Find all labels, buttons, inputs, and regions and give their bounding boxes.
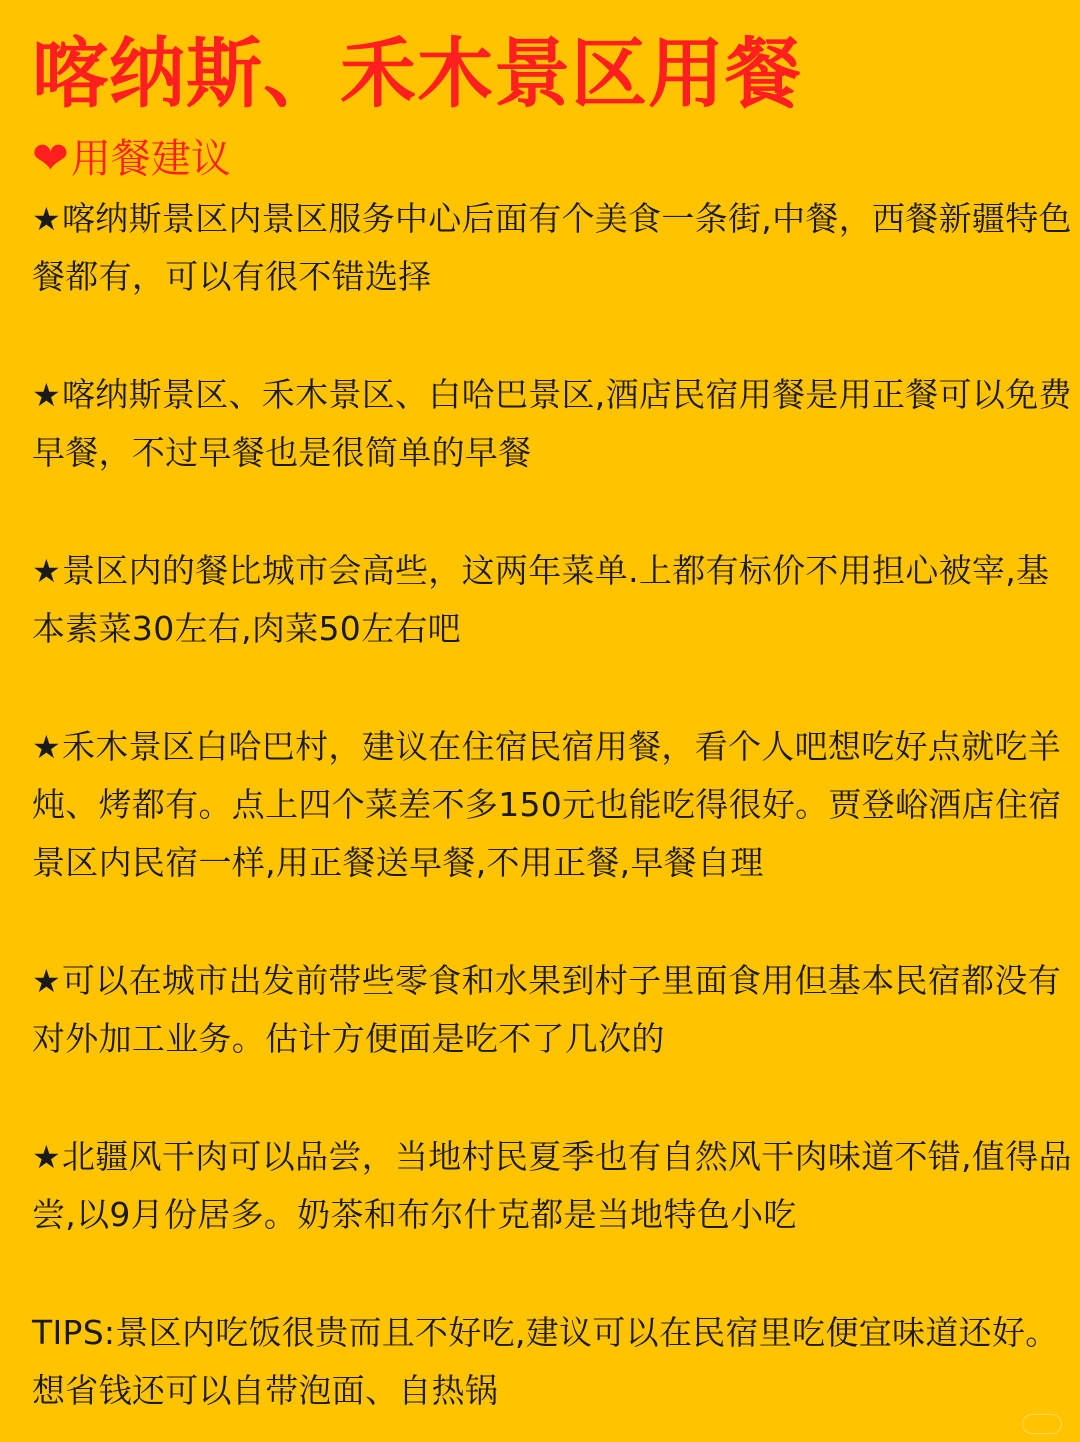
star-icon: ★ [32, 552, 61, 590]
list-item [32, 542, 1072, 658]
list-item-text: 可以在城市出发前带些零食和水果到村子里面食用但基本民宿都没有对外加工业务。估计方便面是吃不了几次的 [32, 961, 1061, 1058]
list-item [32, 190, 1072, 306]
list-item-text: 景区内的餐比城市会高些，这两年菜单.上都有标价不用担心被宰,基本素菜30左右,肉菜50左右吧 [32, 551, 1050, 648]
star-icon: ★ [32, 962, 61, 1000]
section-heading [32, 130, 231, 188]
star-icon: ★ [32, 1138, 61, 1176]
list-item [32, 366, 1072, 482]
list-item-text: 喀纳斯景区内景区服务中心后面有个美食一条街,中餐，西餐新疆特色餐都有，可以有很不错选择 [32, 199, 1072, 296]
tips-list [32, 190, 1072, 1420]
page-title: 喀纳斯、禾木景区用餐 [32, 29, 802, 118]
list-item-text: 北疆风干肉可以品尝，当地村民夏季也有自然风干肉味道不错,值得品尝,以9月份居多。奶茶和布尔什克都是当地特色小吃 [32, 1137, 1072, 1234]
watermark [1022, 1414, 1062, 1434]
star-icon: ★ [32, 376, 61, 414]
list-item-text: 喀纳斯景区、禾木景区、白哈巴景区,酒店民宿用餐是用正餐可以免费早餐，不过早餐也是很简单的早餐 [32, 375, 1072, 472]
star-icon: ★ [32, 728, 61, 766]
star-icon: ★ [32, 200, 61, 238]
list-item [32, 718, 1072, 892]
heart-icon: ❤ [32, 133, 69, 184]
list-item [32, 1128, 1072, 1244]
tips-note: TIPS:景区内吃饭很贵而且不好吃,建议可以在民宿里吃便宜味道还好。想省钱还可以自带泡面、自热锅 [32, 1313, 1059, 1410]
list-item [32, 952, 1072, 1068]
section-heading-label: 用餐建议 [70, 136, 231, 182]
list-item-text: 禾木景区白哈巴村，建议在住宿民宿用餐，看个人吧想吃好点就吃羊炖、烤都有。点上四个菜差不多150元也能吃得很好。贾登峪酒店住宿景区内民宿一样,用正餐送早餐,不用正餐,早餐自理 [32, 727, 1062, 882]
